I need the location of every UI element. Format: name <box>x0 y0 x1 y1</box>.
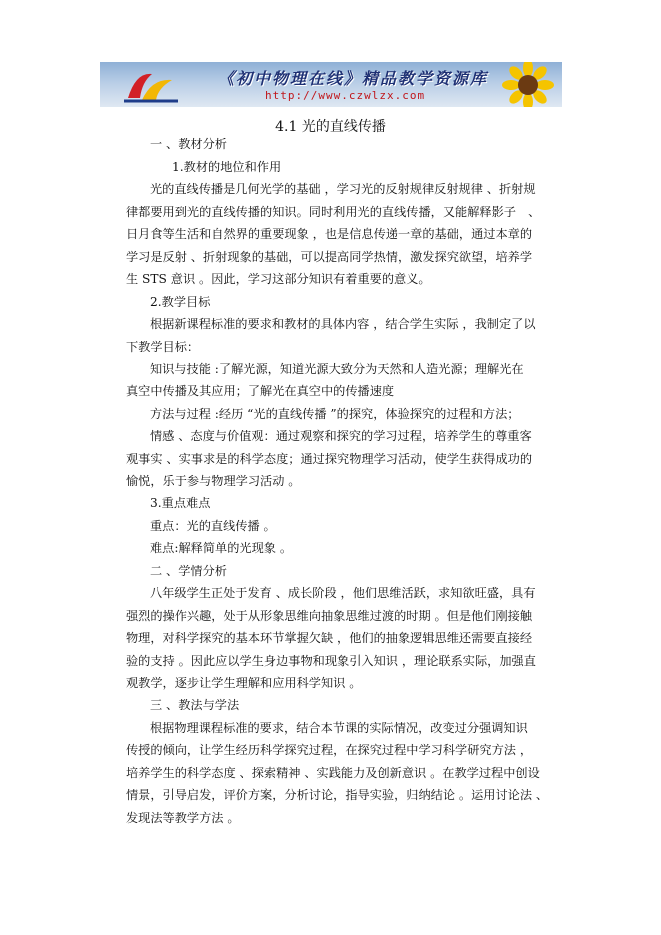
document-title: 4.1 光的直线传播 <box>275 119 386 135</box>
paragraph-line: 愉悦，乐于参与物理学习活动 。 <box>126 474 301 488</box>
paragraph-line: 重点：光的直线传播 。 <box>150 519 276 533</box>
banner-url: http://www.czwlzx.com <box>265 89 426 102</box>
paragraph-line: 难点:解释简单的光现象 。 <box>150 541 293 555</box>
paragraph-line: 培养学生的科学态度 、探索精神 、实践能力及创新意识 。在教学过程中创设 <box>126 766 540 780</box>
banner-title: 《初中物理在线》精品教学资源库 <box>218 69 489 88</box>
subsection-heading: 2.教学目标 <box>150 295 211 309</box>
section-heading: 一 、教材分析 <box>150 137 227 151</box>
paragraph-line: 根据物理课程标准的要求，结合本节课的实际情况，改变过分强调知识 <box>150 721 528 735</box>
paragraph-line: 知识与技能 :了解光源，知道光源大致分为天然和人造光源；理解光在 <box>150 362 524 376</box>
section-heading: 三 、教法与学法 <box>150 698 240 712</box>
site-logo-icon <box>122 68 182 104</box>
paragraph-line: 强烈的操作兴趣，处于从形象思维向抽象思维过渡的时期 。但是他们刚接触 <box>126 609 533 623</box>
subsection-heading: 1.教材的地位和作用 <box>172 160 282 174</box>
paragraph-line: 验的支持 。因此应以学生身边事物和现象引入知识 ，理论联系实际，加强直 <box>126 654 536 668</box>
paragraph-line: 传授的倾向，让学生经历科学探究过程，在探究过程中学习科学研究方法 ， <box>126 743 533 757</box>
paragraph-line: 情感 、态度与价值观：通过观察和探究的学习过程，培养学生的尊重客 <box>150 429 532 443</box>
subsection-heading: 3.重点难点 <box>150 496 211 510</box>
paragraph-line: 八年级学生正处于发育 、成长阶段 ，他们思维活跃，求知欲旺盛，具有 <box>150 586 536 600</box>
sunflower-icon <box>498 62 558 107</box>
paragraph-line: 根据新课程标准的要求和教材的具体内容 ，结合学生实际 ，我制定了以 <box>150 317 536 331</box>
paragraph-line: 生 STS 意识 。因此，学习这部分知识有着重要的意义。 <box>126 272 431 286</box>
paragraph-line: 律都要用到光的直线传播的知识。同时利用光的直线传播，又能解释影子 、 <box>126 205 541 219</box>
paragraph-line: 情景，引导启发，评价方案，分析讨论，指导实验，归纳结论 。运用讨论法 、 <box>126 788 549 802</box>
paragraph-line: 方法与过程 :经历 “光的直线传播 ”的探究，体验探究的过程和方法； <box>150 407 520 421</box>
paragraph-line: 物理，对科学探究的基本环节掌握欠缺 ，他们的抽象逻辑思维还需要直接经 <box>126 631 533 645</box>
paragraph-line: 光的直线传播是几何光学的基础 ，学习光的反射规律反射规律 、折射规 <box>150 182 536 196</box>
paragraph-line: 下教学目标： <box>126 340 200 354</box>
header-banner <box>100 62 562 107</box>
paragraph-line: 发现法等教学方法 。 <box>126 811 240 825</box>
section-heading: 二 、学情分析 <box>150 564 227 578</box>
paragraph-line: 日月食等生活和自然界的重要现象 ，也是信息传递一章的基础，通过本章的 <box>126 227 533 241</box>
paragraph-line: 观教学，逐步让学生理解和应用科学知识 。 <box>126 676 362 690</box>
paragraph-line: 真空中传播及其应用；了解光在真空中的传播速度 <box>126 384 395 398</box>
paragraph-line: 观事实 、实事求是的科学态度；通过探究物理学习活动，使学生获得成功的 <box>126 452 533 466</box>
paragraph-line: 学习是反射 、折射现象的基础，可以提高同学热情，激发探究欲望，培养学 <box>126 250 533 264</box>
